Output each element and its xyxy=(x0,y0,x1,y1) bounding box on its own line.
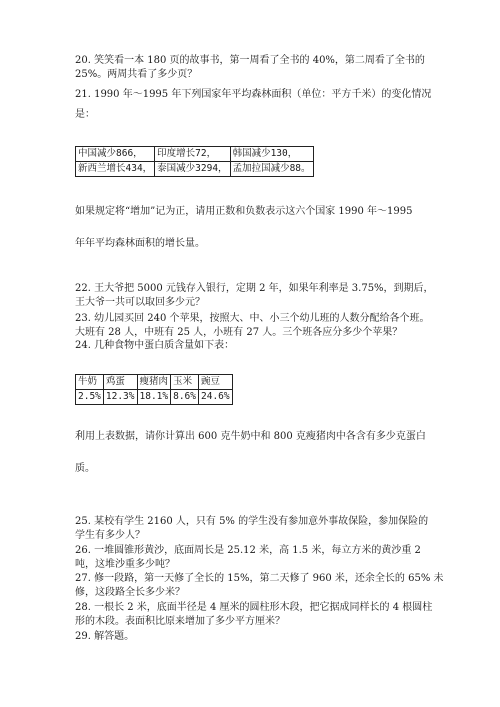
q28-line1: 28. 一根长 2 米，底面半径是 4 厘米的圆柱形木段，把它据成同样长的 4 根圆柱 xyxy=(75,602,433,613)
q21-line1: 21. 1990 年～1995 年下列国家年平均森林面积（单位：平方千米）的变化情况 xyxy=(75,89,432,100)
q24-line2: 利用上表数据，请你计算出 600 克牛奶中和 800 克瘦猪肉中各含有多少克蛋白 xyxy=(75,431,426,442)
q27-line1: 27. 修一段路，第一天修了全长的 15%，第二天修了 960 米，还余全长的 65% 未 xyxy=(75,573,444,584)
table-row xyxy=(76,147,314,162)
table-cell: 12.3% xyxy=(103,390,137,405)
q27-line2: 修，这段路全长多少米？ xyxy=(75,587,185,598)
table-header-row xyxy=(76,375,233,390)
q20-line2: 25%。两周共看了多少页？ xyxy=(75,69,198,80)
q29-line1: 29. 解答题。 xyxy=(75,631,135,642)
table-header-cell: 瘦猪肉 xyxy=(137,375,171,390)
q28-line2: 形的木段。表面积比原来增加了多少平方厘米？ xyxy=(75,616,285,627)
q26-line1: 26. 一堆圆锥形黄沙，底面周长是 25.12 米，高 1.5 米，每立方米的黄沙重 2 xyxy=(75,545,421,556)
table-header-cell: 鸡蛋 xyxy=(103,375,137,390)
table-cell: 18.1% xyxy=(137,390,171,405)
q22-line2: 王大爷一共可以取回多少元？ xyxy=(75,297,205,308)
q23-line2: 大班有 28 人，中班有 25 人，小班有 27 人。三个班各应分多少个苹果？ xyxy=(75,327,403,338)
table-cell: 2.5% xyxy=(76,390,104,405)
q23-line1: 23. 幼儿园买回 240 个苹果，按照大、中、小三个幼儿班的人数分配给各个班。 xyxy=(75,313,430,324)
table-cell: 泰国减少3294， xyxy=(155,162,230,177)
table-cell: 8.6% xyxy=(171,390,199,405)
table-cell: 孟加拉国减少88。 xyxy=(230,162,313,177)
table-row xyxy=(76,390,233,405)
table-cell: 印度增长72， xyxy=(155,147,230,162)
q21-line2: 是： xyxy=(75,109,95,120)
table-header-cell: 牛奶 xyxy=(76,375,104,390)
q24-line1: 24. 几种食物中蛋白质含量如下表： xyxy=(75,340,235,351)
table-header-cell: 玉米 xyxy=(171,375,199,390)
table-cell: 中国减少866， xyxy=(76,147,155,162)
protein-content-table xyxy=(75,374,233,405)
q21-line3: 如果规定将“增加”记为正，请用正数和负数表示这六个国家 1990 年～1995 xyxy=(75,206,413,217)
q25-line2: 学生有多少人？ xyxy=(75,530,145,541)
table-row xyxy=(76,162,314,177)
q22-line1: 22. 王大爷把 5000 元钱存入银行，定期 2 年，如果年利率是 3.75%，到期后， xyxy=(75,283,434,294)
q21-line4: 年年平均森林面积的增长量。 xyxy=(75,238,205,249)
forest-change-table xyxy=(75,146,314,177)
table-cell: 韩国减少130， xyxy=(230,147,313,162)
q25-line1: 25. 某校有学生 2160 人，只有 5% 的学生没有参加意外事故保险，参加保险的 xyxy=(75,516,429,527)
table-header-cell: 豌豆 xyxy=(199,375,233,390)
q24-line3: 质。 xyxy=(75,463,95,474)
q20-line1: 20. 笑笑看一本 180 页的故事书，第一周看了全书的 40%，第二周看了全书的 xyxy=(75,55,425,66)
table-cell: 24.6% xyxy=(199,390,233,405)
q26-line2: 吨，这堆沙重多少吨？ xyxy=(75,559,175,570)
table-cell: 新西兰增长434， xyxy=(76,162,155,177)
